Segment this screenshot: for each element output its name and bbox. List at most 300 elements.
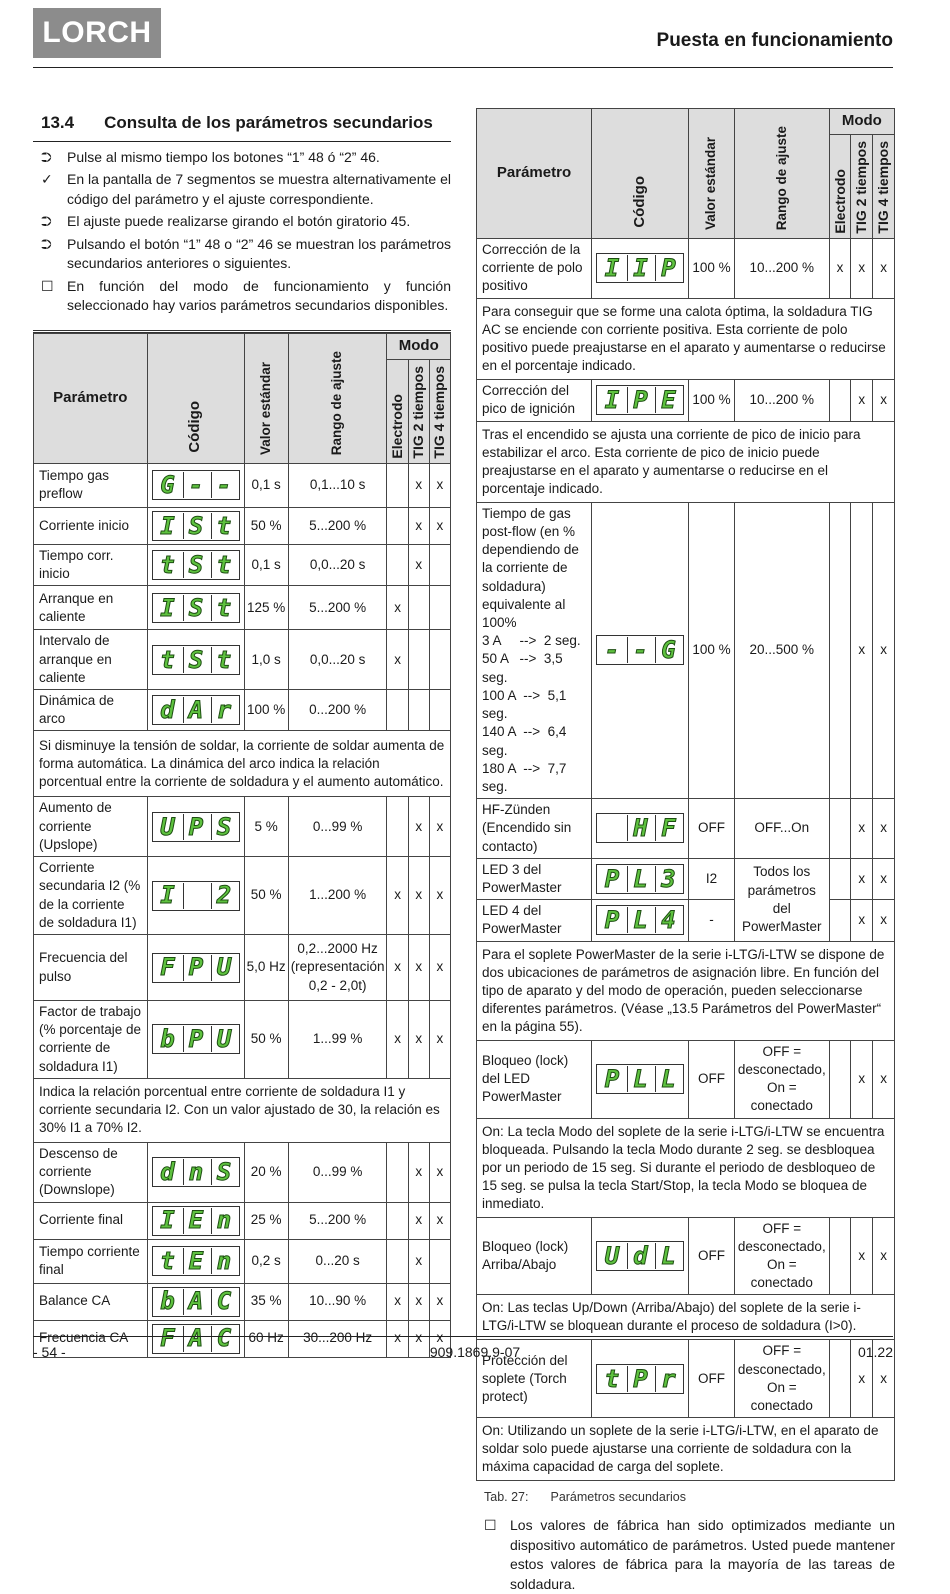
parameter-name-text: Balance CA [39,1293,111,1309]
table-caption [476,1489,895,1506]
parameter-name-text: Corrección de la corriente de polo positivo [482,242,583,294]
mode-tig2: x [851,379,873,421]
parameter-name-text: Frecuencia CA [39,1330,129,1346]
mode-electrodo [829,799,851,859]
parameter-code [592,1217,689,1295]
setting-range: 0,2...2000 Hz (representación 0,2 - 2,0t) [288,935,387,1001]
display-digit: P [604,906,620,935]
parameter-code [147,1283,244,1320]
mode-electrodo [387,1142,408,1202]
instruction-item [33,277,451,316]
setting-range: OFF = desconectado, On = conectado [734,1217,829,1295]
display-digit: r [211,697,237,723]
parameter-code [147,463,244,507]
parameter-name-text: Descenso de corriente (Downslope) [39,1145,118,1198]
display-digit: t [211,595,237,621]
display-digit: S [183,595,209,621]
parameter-name [34,797,148,857]
default-value: 50 % [244,507,288,544]
display-digit: 4 [655,907,681,933]
col-header-tig4: TIG 4 tiempos [873,135,895,239]
parameter-name-text: Corriente secundaria I2 (% de la corriente de soldadura I1) [39,860,141,930]
seven-segment-display [596,253,684,283]
mode-tig2: x [408,797,429,857]
display-digit: t [160,1246,175,1275]
mode-tig4 [429,690,450,731]
display-digit: L [655,1243,681,1269]
parameter-code [147,507,244,544]
right-column [476,108,895,1594]
parameter-name [34,586,148,630]
display-digit: U [211,1026,237,1052]
left-column [33,112,451,1358]
default-value: OFF [689,1217,735,1295]
mode-tig4: x [429,797,450,857]
seven-segment-display [596,1064,684,1094]
mode-tig4 [429,1239,450,1283]
parameter-note: On: Las teclas Up/Down (Arriba/Abajo) del soplete de la serie i-LTG/i-LTW se bloquean durante el proceso de soldadura (I>0). [477,1295,895,1340]
mode-electrodo: x [387,1320,408,1357]
setting-range: 1...99 % [288,1001,387,1079]
mode-tig2: x [851,799,873,859]
seven-segment-display [152,695,240,725]
arrow-icon: ⮊ [41,235,52,252]
default-value: 1,0 s [244,630,288,690]
seven-segment-display [152,953,240,983]
mode-tig4: x [429,1001,450,1079]
col-header-modo: Modo [829,109,894,135]
mode-electrodo [829,379,851,421]
default-value: OFF [689,1040,735,1118]
parameter-name [477,502,592,799]
default-value: 100 % [689,379,735,421]
page-header-title: Puesta en funcionamiento [656,30,893,51]
parameter-code [147,1202,244,1239]
parameter-code [592,379,689,421]
parameter-code [592,900,689,941]
mode-tig2: x [851,1040,873,1118]
parameter-name [34,1239,148,1283]
current-time-line: 140 A --> 6,4 seg. [482,724,567,758]
mode-electrodo: x [387,1283,408,1320]
display-digit: t [604,1364,620,1393]
table-note-row [477,1295,895,1340]
seven-segment-display [152,550,240,580]
setting-range: OFF = desconectado, On = conectado [734,1040,829,1118]
caption-text: Parámetros secundarios [550,1490,686,1505]
display-digit: P [183,955,209,981]
seven-segment-display [152,1246,240,1276]
display-digit: C [211,1289,237,1315]
display-digit: t [211,513,237,539]
default-value: 50 % [244,1001,288,1079]
mode-tig2: x [851,502,873,799]
parameter-code [592,1040,689,1118]
display-digit: - [211,472,237,498]
seven-segment-display [152,593,240,623]
parameter-name-text: Intervalo de arranque en caliente [39,633,112,685]
display-digit: F [160,953,175,982]
header-rule [33,67,893,68]
mode-tig2: x [851,1340,873,1418]
mode-tig4: x [873,799,895,859]
mode-tig2 [408,630,429,690]
seven-segment-display [152,1157,240,1187]
mode-electrodo [387,463,408,507]
factory-note-text: Los valores de fábrica han sido optimizados mediante un dispositivo automático de parámetros. Usted puede mantener estos valores de fábrica para la mayoría de las tareas de soldadura. [510,1517,895,1592]
display-digit: L [627,1066,653,1092]
parameter-name [34,1202,148,1239]
parameter-code [592,799,689,859]
col-header-rango: Rango de ajuste [288,333,387,463]
parameter-code [147,1239,244,1283]
display-digit: 3 [655,866,681,892]
table-row [34,630,451,690]
seven-segment-display [596,905,684,935]
parameter-note: Si disminuye la tensión de soldar, la corriente de soldar aumenta de forma automática. La dinámica del arco indica la relación porcentual entre la corriente de soldadura y el aumento automático. [34,731,451,797]
display-digit: P [604,864,620,893]
default-value: 60 Hz [244,1320,288,1357]
display-digit: P [183,814,209,840]
display-digit: S [183,552,209,578]
checkbox-icon: ☐ [484,1517,497,1534]
display-digit: - [183,472,209,498]
col-header-parametro: Parámetro [34,333,148,463]
parameter-code [592,239,689,299]
mode-tig4: x [429,857,450,935]
display-digit: S [183,513,209,539]
table-row [34,1283,451,1320]
seven-segment-display [152,1024,240,1054]
parameter-name-text: Arranque en caliente [39,590,114,624]
display-digit: n [211,1248,237,1274]
lorch-logo: LORCH [33,8,161,58]
default-value: OFF [689,1340,735,1418]
parameter-name-text: Bloqueo (lock) Arriba/Abajo [482,1238,569,1272]
document-number: 909.1869.9-07 [429,1344,521,1360]
mode-tig2: x [851,858,873,899]
display-digit: d [627,1243,653,1269]
default-value: I2 [689,858,735,899]
setting-range: 0...99 % [288,1142,387,1202]
mode-tig4: x [429,1142,450,1202]
mode-tig4: x [429,1283,450,1320]
arrow-icon: ⮊ [41,213,52,230]
display-digit: I [627,255,653,281]
page-number: - 54 - [33,1344,66,1360]
table-note-row [477,421,895,502]
seven-segment-display [152,470,240,500]
parameter-name [34,857,148,935]
parameter-name [34,630,148,690]
footer-rule [33,1336,893,1337]
display-digit: A [183,697,209,723]
seven-segment-display [596,1364,684,1394]
parameter-code [147,586,244,630]
display-digit [599,815,625,841]
instruction-text: Pulsando el botón “1” 48 o “2” 46 se muestran los parámetros secundarios anteriores o siguientes. [67,235,451,272]
parameter-name [34,1283,148,1320]
mode-electrodo [387,690,408,731]
parameter-note: Para el soplete PowerMaster de la serie i-LTG/i-LTW se dispone de dos ubicaciones de parámetros de asignación libre. En función del tipo de aparato y del modo de operación, pueden seleccionarse diferentes parámetros. (Véase „13.5 Parámetros del PowerMaster“ en la página 55). [477,941,895,1040]
table-row [34,797,451,857]
parameter-code [147,1001,244,1079]
mode-electrodo: x [387,857,408,935]
mode-electrodo: x [387,935,408,1001]
display-digit: S [211,814,237,840]
table-row [477,1217,895,1295]
col-header-valor: Valor estándar [244,333,288,463]
instruction-item [33,148,451,168]
mode-electrodo: x [387,586,408,630]
mode-electrodo [829,1217,851,1295]
mode-tig2: x [408,1283,429,1320]
table-note-row [477,1418,895,1481]
mode-electrodo [387,1202,408,1239]
mode-tig2: x [851,1217,873,1295]
parameter-name-text: LED 4 del PowerMaster [482,903,562,937]
mode-tig2: x [408,463,429,507]
mode-electrodo [829,1040,851,1118]
default-value: 25 % [244,1202,288,1239]
table-row [477,900,895,941]
table-note-row [477,1118,895,1217]
display-digit: L [627,907,653,933]
default-value: 100 % [689,502,735,799]
current-time-line: 3 A --> 2 seg. [482,633,581,649]
display-digit: I [604,254,620,283]
section-heading: Consulta de los parámetros secundarios [104,113,433,132]
parameter-name [34,463,148,507]
parameter-name [477,379,592,421]
table-row [34,1142,451,1202]
parameter-name-text: Aumento de corriente (Upslope) [39,800,112,852]
setting-range: 20...500 % [734,502,829,799]
display-digit: A [183,1326,209,1352]
instruction-text: El ajuste puede realizarse girando el botón giratorio 45. [67,213,411,230]
parameter-note: Tras el encendido se ajusta una corriente de pico de inicio para estabilizar el arco. Esta corriente de pico de inicio puede preajustarse en el aparato y aumentarse o reducirse en el porcentaje indicado. [477,421,895,502]
display-digit: I [160,593,175,622]
mode-electrodo: x [387,630,408,690]
parameter-name [477,799,592,859]
default-value: 0,2 s [244,1239,288,1283]
default-value: 50 % [244,857,288,935]
display-digit: F [655,815,681,841]
caption-label: Tab. 27: [484,1490,529,1505]
parameter-name [477,239,592,299]
col-header-tig2: TIG 2 tiempos [408,359,429,463]
seven-segment-display [596,864,684,894]
instruction-item [33,212,451,232]
setting-range: 0,0...20 s [288,544,387,585]
mode-tig4: x [873,1340,895,1418]
table-row [477,799,895,859]
secondary-params-table-right [476,108,895,1481]
setting-range: 10...200 % [734,379,829,421]
default-value: 100 % [244,690,288,731]
mode-tig4: x [429,1320,450,1357]
parameter-name [477,858,592,899]
mode-tig2: x [408,544,429,585]
section-title [33,112,451,142]
mode-tig2: x [851,239,873,299]
table-row [34,857,451,935]
parameter-note: On: Utilizando un soplete de la serie i-LTG/i-LTW, en el aparato de soldar solo puede ajustarse una corriente de soldadura con la máxima capacidad de carga del soplete. [477,1418,895,1481]
default-value: 35 % [244,1283,288,1320]
mode-tig2: x [408,1320,429,1357]
parameter-name [477,900,592,941]
mode-tig4: x [873,379,895,421]
col-header-tig4: TIG 4 tiempos [429,359,450,463]
table-note-row [477,941,895,1040]
default-value: 5,0 Hz [244,935,288,1001]
display-digit: U [160,812,175,841]
display-digit: - [627,637,653,663]
display-digit: b [160,1287,175,1316]
setting-range: 0...200 % [288,690,387,731]
display-digit: G [655,637,681,663]
parameter-name-text: Bloqueo (lock) del LED PowerMaster [482,1052,569,1105]
display-digit: P [655,255,681,281]
display-digit [183,883,209,909]
setting-range: 5...200 % [288,1202,387,1239]
seven-segment-display [152,1206,240,1236]
display-digit: t [211,552,237,578]
display-digit: L [655,1066,681,1092]
mode-electrodo [387,544,408,585]
default-value: 5 % [244,797,288,857]
table-row [477,858,895,899]
mode-electrodo: x [387,1001,408,1079]
mode-tig4: x [873,502,895,799]
display-digit: r [655,1366,681,1392]
parameter-code [147,1142,244,1202]
seven-segment-display [152,645,240,675]
col-header-codigo: Código [147,333,244,463]
display-digit: I [604,385,620,414]
table-row [34,463,451,507]
display-digit: A [183,1289,209,1315]
parameter-name [34,690,148,731]
display-digit: I [160,881,175,910]
mode-tig4: x [873,239,895,299]
instruction-item [33,235,451,274]
parameter-code [147,544,244,585]
display-digit: d [160,696,175,725]
seven-segment-display [152,511,240,541]
display-digit: E [183,1208,209,1234]
display-digit: L [627,866,653,892]
instruction-list [33,148,451,316]
col-header-electrodo: Electrodo [829,135,851,239]
display-digit: P [627,387,653,413]
col-header-parametro: Parámetro [477,109,592,239]
display-digit: S [211,1159,237,1185]
parameter-code [592,858,689,899]
mode-electrodo [387,797,408,857]
seven-segment-display [152,1287,240,1317]
setting-range: 0...20 s [288,1239,387,1283]
mode-tig2: x [408,507,429,544]
mode-tig4 [429,544,450,585]
table-row [477,1040,895,1118]
table-row [477,502,895,799]
table-row [34,935,451,1001]
default-value: 100 % [689,239,735,299]
display-digit: P [627,1366,653,1392]
parameter-name-text: Dinámica de arco [39,693,115,727]
col-header-modo: Modo [387,333,451,359]
parameter-name-text: Factor de trabajo (% porcentaje de corriente de soldadura I1) [39,1004,142,1074]
setting-range: 5...200 % [288,507,387,544]
setting-range: 10...90 % [288,1283,387,1320]
seven-segment-display [596,385,684,415]
default-value: OFF [689,799,735,859]
col-header-rango: Rango de ajuste [734,109,829,239]
arrow-icon: ⮊ [41,148,52,165]
document-date: 01.22 [857,1344,893,1360]
setting-range: 30...200 Hz [288,1320,387,1357]
mode-tig4: x [429,1202,450,1239]
current-time-line: 50 A --> 3,5 seg. [482,651,563,685]
checkbox-icon: ☐ [41,277,54,294]
mode-electrodo [829,900,851,941]
col-header-valor: Valor estándar [689,109,735,239]
parameter-name-text: Protección del soplete (Torch protect) [482,1352,568,1404]
display-digit: t [211,647,237,673]
parameter-name-text: Tiempo gas preflow [39,468,110,502]
current-time-line: 100 A --> 5,1 seg. [482,687,567,722]
parameter-name-text: Tiempo de gas post-flow (en % dependiendo de la corriente de soldadura) equivalente al 100% [482,505,579,630]
table-row [477,379,895,421]
mode-electrodo [387,1239,408,1283]
mode-tig2 [408,586,429,630]
parameter-name-text: HF-Zünden (Encendido sin contacto) [482,802,572,854]
display-digit: I [160,1206,175,1235]
mode-tig2: x [408,1001,429,1079]
secondary-params-table-left [33,333,451,1358]
display-digit: I [160,511,175,540]
setting-range: 0...99 % [288,797,387,857]
mode-electrodo: x [829,239,851,299]
parameter-name-text: Corriente inicio [39,517,130,533]
mode-tig2: x [408,1142,429,1202]
display-digit: 2 [211,883,237,909]
display-digit: U [604,1241,620,1270]
mode-tig4: x [873,1217,895,1295]
parameter-name [34,1142,148,1202]
current-time-line: 180 A --> 7,7 seg. [482,760,567,794]
setting-range: Todos los parámetros del PowerMaster [734,858,829,941]
setting-range: 10...200 % [734,239,829,299]
check-icon: ✓ [41,171,53,188]
col-header-tig2: TIG 2 tiempos [851,135,873,239]
col-header-electrodo: Electrodo [387,359,408,463]
display-digit: n [183,1159,209,1185]
default-value: 0,1 s [244,463,288,507]
display-digit: G [160,471,175,500]
setting-range: 5...200 % [288,586,387,630]
table-row [34,1239,451,1283]
mode-tig4: x [429,507,450,544]
display-digit: P [183,1026,209,1052]
setting-range: 0,0...20 s [288,630,387,690]
display-digit: E [183,1248,209,1274]
display-digit: t [160,550,175,579]
parameter-code [147,857,244,935]
parameter-code [147,797,244,857]
setting-range: OFF = desconectado, On = conectado [734,1340,829,1418]
